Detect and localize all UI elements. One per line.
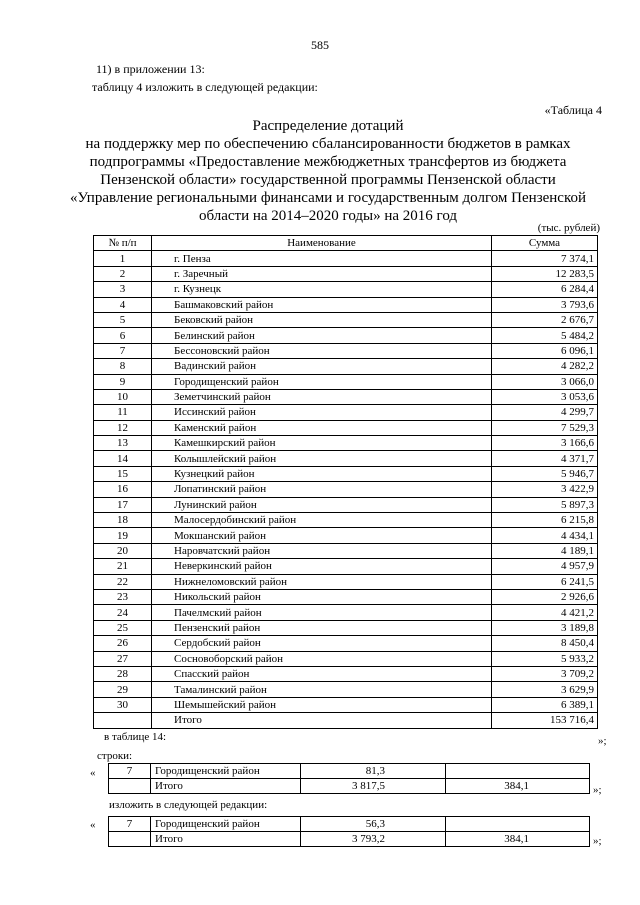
table-row [94, 482, 598, 497]
row-name: Бессоновский район [152, 343, 492, 358]
row-sum: 3 066,0 [492, 374, 598, 389]
cell-1 [109, 832, 151, 847]
row-sum: 3 709,2 [492, 666, 598, 681]
table-row [94, 282, 598, 297]
row-name: Кузнецкий район [152, 466, 492, 481]
table-row [94, 359, 598, 374]
table-row [94, 574, 598, 589]
row-sum: 4 957,9 [492, 559, 598, 574]
table-row [94, 389, 598, 404]
row-name: Иссинский район [152, 405, 492, 420]
table-row [94, 297, 598, 312]
row-name: Колышлейский район [152, 451, 492, 466]
row-number: 20 [94, 543, 152, 558]
row-name: Шемышейский район [152, 697, 492, 712]
row-sum: 6 389,1 [492, 697, 598, 712]
cell-4: 384,1 [446, 832, 590, 847]
title-line: подпрограммы «Предоставление межбюджетных трансфертов из бюджета [89, 154, 567, 170]
old-rows-table [108, 763, 590, 794]
row-sum: 4 282,2 [492, 359, 598, 374]
close-mark: »; [593, 835, 602, 847]
row-sum: 4 371,7 [492, 451, 598, 466]
cell-2: Городищенский район [151, 764, 301, 779]
table-row [109, 817, 590, 832]
page-number: 585 [311, 38, 329, 52]
table-row [94, 251, 598, 266]
cell-2: Итого [151, 779, 301, 794]
row-name: Пензенский район [152, 620, 492, 635]
cell-1 [109, 779, 151, 794]
row-sum: 3 053,6 [492, 389, 598, 404]
row-sum: 5 946,7 [492, 466, 598, 481]
table-row [94, 451, 598, 466]
table-row [94, 682, 598, 697]
rows-label: строки: [97, 750, 133, 762]
title-line: Распределение дотаций [252, 118, 404, 134]
row-sum: 4 299,7 [492, 405, 598, 420]
row-name: Белинский район [152, 328, 492, 343]
table-row [94, 405, 598, 420]
table-row [94, 528, 598, 543]
row-number: 18 [94, 513, 152, 528]
header-name: Наименование [152, 236, 492, 251]
total-number-cell [94, 713, 152, 728]
row-sum: 2 676,7 [492, 312, 598, 327]
cell-3: 56,3 [301, 817, 446, 832]
table-close-mark: »; [598, 735, 607, 747]
row-name: Пачелмский район [152, 605, 492, 620]
row-number: 7 [94, 343, 152, 358]
row-number: 17 [94, 497, 152, 512]
total-value: 153 716,4 [492, 713, 598, 728]
row-sum: 3 793,6 [492, 297, 598, 312]
table-row [94, 620, 598, 635]
subsidy-table [93, 235, 598, 729]
row-number: 2 [94, 266, 152, 281]
row-sum: 6 096,1 [492, 343, 598, 358]
row-name: Городищенский район [152, 374, 492, 389]
cell-1: 7 [109, 817, 151, 832]
table-row [94, 266, 598, 281]
table-row [94, 374, 598, 389]
row-name: Малосердобинский район [152, 513, 492, 528]
row-number: 15 [94, 466, 152, 481]
table-row [94, 312, 598, 327]
row-number: 21 [94, 559, 152, 574]
row-sum: 3 166,6 [492, 436, 598, 451]
table-row [94, 666, 598, 681]
cell-4 [446, 817, 590, 832]
row-number: 23 [94, 589, 152, 604]
table-4-instruction: таблицу 4 изложить в следующей редакции: [92, 80, 318, 94]
cell-4 [446, 764, 590, 779]
table-row [94, 559, 598, 574]
table-row [109, 832, 590, 847]
row-number: 19 [94, 528, 152, 543]
row-name: Башмаковский район [152, 297, 492, 312]
table-row [94, 436, 598, 451]
row-name: Лопатинский район [152, 482, 492, 497]
cell-3: 3 817,5 [301, 779, 446, 794]
row-number: 11 [94, 405, 152, 420]
row-sum: 4 434,1 [492, 528, 598, 543]
row-name: Лунинский район [152, 497, 492, 512]
row-name: Земетчинский район [152, 389, 492, 404]
row-name: Мокшанский район [152, 528, 492, 543]
row-sum: 7 374,1 [492, 251, 598, 266]
total-row [94, 713, 598, 728]
table-14-intro: в таблице 14: [104, 731, 167, 743]
row-name: г. Пенза [152, 251, 492, 266]
row-name: г. Кузнецк [152, 282, 492, 297]
total-label: Итого [152, 713, 492, 728]
edit-instruction: изложить в следующей редакции: [109, 799, 268, 811]
cell-3: 3 793,2 [301, 832, 446, 847]
row-name: Неверкинский район [152, 559, 492, 574]
row-number: 25 [94, 620, 152, 635]
row-name: Каменский район [152, 420, 492, 435]
row-number: 3 [94, 282, 152, 297]
table-header-row [94, 236, 598, 251]
table-row [109, 764, 590, 779]
cell-3: 81,3 [301, 764, 446, 779]
row-number: 14 [94, 451, 152, 466]
row-sum: 4 421,2 [492, 605, 598, 620]
open-quote: « [90, 767, 96, 779]
open-quote: « [90, 819, 96, 831]
row-number: 5 [94, 312, 152, 327]
cell-2: Итого [151, 832, 301, 847]
row-number: 26 [94, 636, 152, 651]
cell-1: 7 [109, 764, 151, 779]
row-number: 16 [94, 482, 152, 497]
table-row [94, 651, 598, 666]
row-name: г. Заречный [152, 266, 492, 281]
table-row [94, 543, 598, 558]
row-sum: 5 484,2 [492, 328, 598, 343]
row-sum: 2 926,6 [492, 589, 598, 604]
row-number: 9 [94, 374, 152, 389]
row-sum: 6 284,4 [492, 282, 598, 297]
row-number: 12 [94, 420, 152, 435]
row-sum: 5 933,2 [492, 651, 598, 666]
row-number: 29 [94, 682, 152, 697]
table-row [94, 636, 598, 651]
table-note: «Таблица 4 [544, 103, 602, 117]
document-title [48, 117, 608, 225]
item-11-text: 11) в приложении 13: [96, 62, 205, 76]
row-name: Сосновоборский район [152, 651, 492, 666]
row-sum: 3 629,9 [492, 682, 598, 697]
table-body [94, 251, 598, 713]
row-sum: 6 215,8 [492, 513, 598, 528]
row-sum: 7 529,3 [492, 420, 598, 435]
table-row [94, 605, 598, 620]
table-row [94, 589, 598, 604]
row-sum: 8 450,4 [492, 636, 598, 651]
row-number: 13 [94, 436, 152, 451]
row-name: Сердобский район [152, 636, 492, 651]
table-row [109, 779, 590, 794]
row-name: Тамалинский район [152, 682, 492, 697]
row-sum: 3 189,8 [492, 620, 598, 635]
row-sum: 3 422,9 [492, 482, 598, 497]
title-line: «Управление региональными финансами и государственным долгом Пензенской [69, 190, 587, 206]
table-row [94, 466, 598, 481]
row-number: 28 [94, 666, 152, 681]
table-row [94, 420, 598, 435]
table-row [94, 697, 598, 712]
cell-2: Городищенский район [151, 817, 301, 832]
table-row [94, 328, 598, 343]
cell-4: 384,1 [446, 779, 590, 794]
title-line: области на 2014–2020 годы» на 2016 год [198, 208, 458, 224]
row-sum: 5 897,3 [492, 497, 598, 512]
row-number: 8 [94, 359, 152, 374]
row-sum: 6 241,5 [492, 574, 598, 589]
row-number: 1 [94, 251, 152, 266]
row-sum: 12 283,5 [492, 266, 598, 281]
row-number: 30 [94, 697, 152, 712]
row-number: 24 [94, 605, 152, 620]
row-number: 4 [94, 297, 152, 312]
row-name: Нижнеломовский район [152, 574, 492, 589]
row-name: Наровчатский район [152, 543, 492, 558]
table-row [94, 343, 598, 358]
row-name: Вадинский район [152, 359, 492, 374]
row-number: 6 [94, 328, 152, 343]
header-sum: Сумма [492, 236, 598, 251]
row-name: Камешкирский район [152, 436, 492, 451]
close-mark: »; [593, 784, 602, 796]
table-row [94, 513, 598, 528]
row-number: 22 [94, 574, 152, 589]
row-sum: 4 189,1 [492, 543, 598, 558]
header-number: № п/п [94, 236, 152, 251]
title-line: Пензенской области» государственной программы Пензенской области [100, 172, 556, 188]
row-name: Бековский район [152, 312, 492, 327]
row-name: Никольский район [152, 589, 492, 604]
table-row [94, 497, 598, 512]
new-rows-table [108, 816, 590, 847]
row-number: 10 [94, 389, 152, 404]
row-name: Спасский район [152, 666, 492, 681]
units-label: (тыс. рублей) [537, 222, 600, 234]
row-number: 27 [94, 651, 152, 666]
title-line: на поддержку мер по обеспечению сбалансированности бюджетов в рамках [85, 136, 571, 152]
